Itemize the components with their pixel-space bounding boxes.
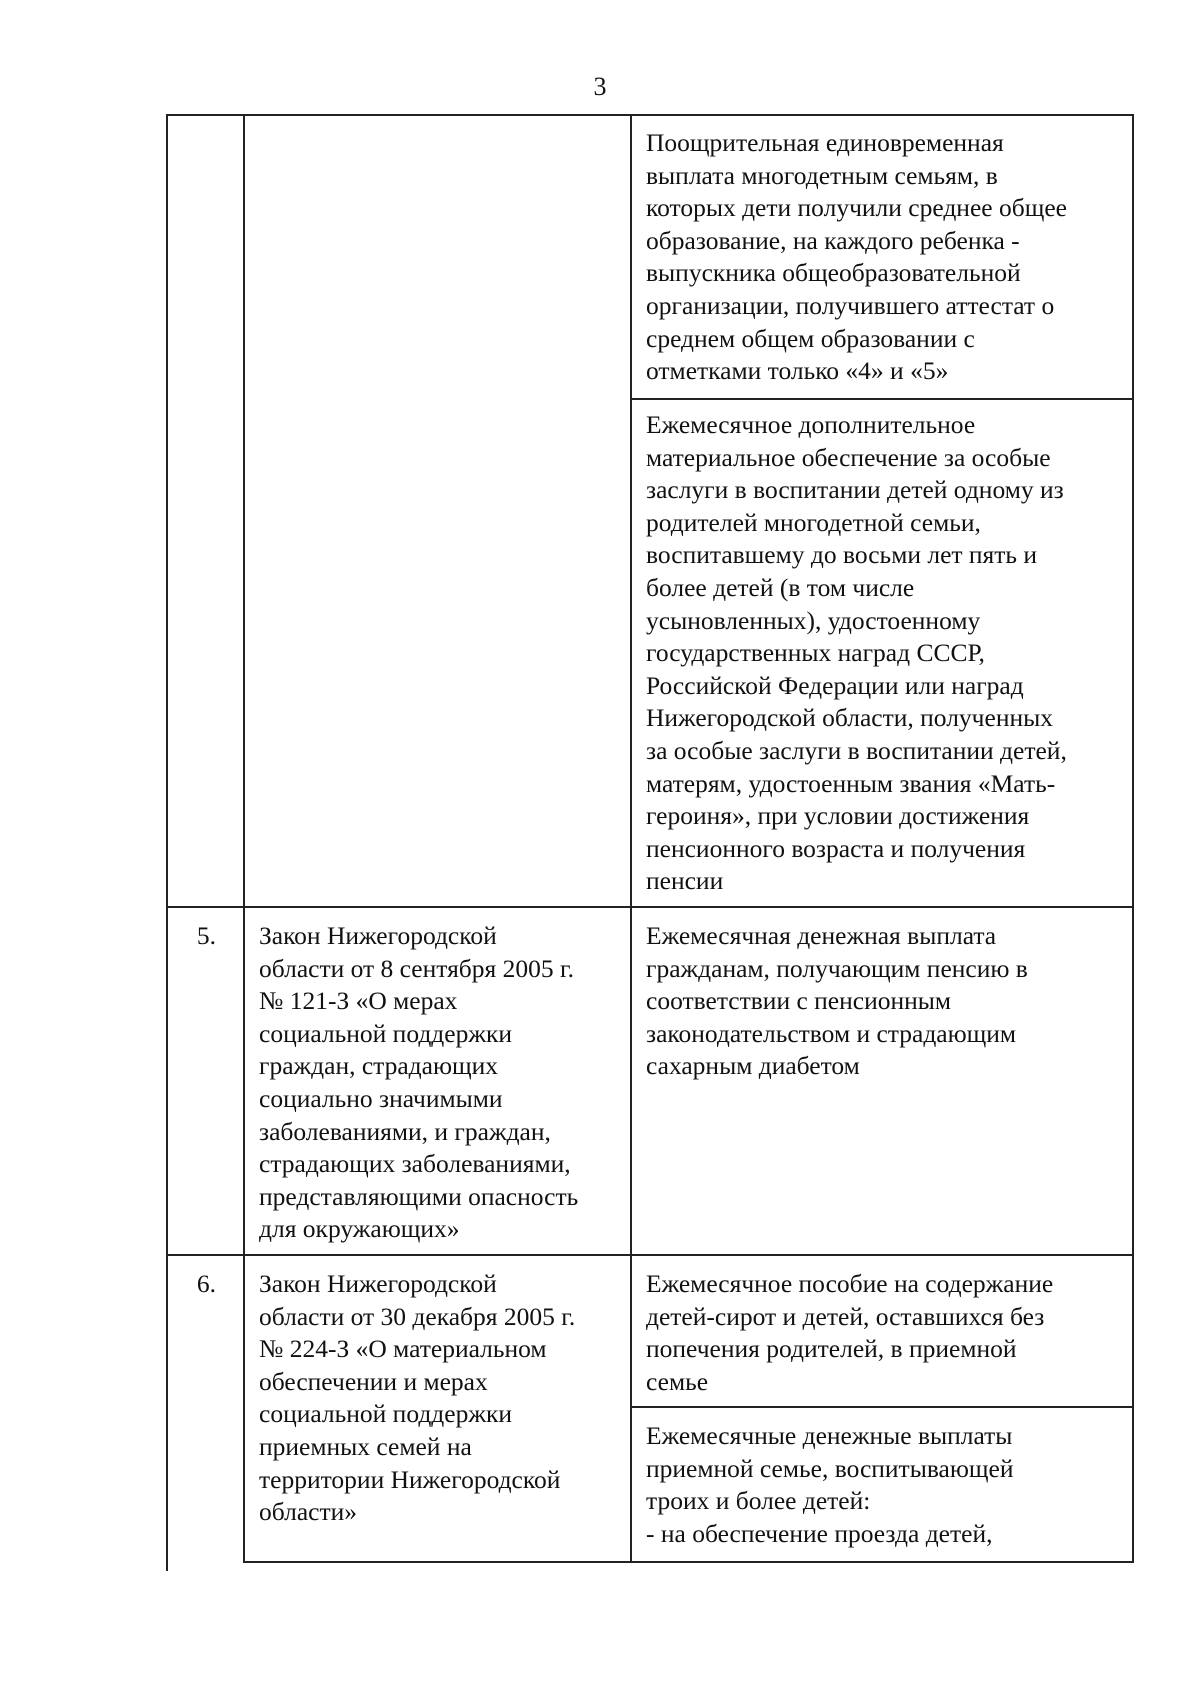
row-divider-measure bbox=[630, 398, 1134, 400]
law-cell: Закон Нижегородской области от 30 декабря 2005 г. № 224-З «О материальном обеспечении и мерах социальной поддержки приемных семей на территории Нижегородской области» bbox=[259, 1269, 576, 1527]
measure-cell: Ежемесячная денежная выплата гражданам, получающим пенсию в соответствии с пенсионным законодательством и страдающим сахарным диабетом bbox=[646, 921, 1028, 1081]
table-border-bottom bbox=[243, 1561, 1134, 1563]
table-border-col2 bbox=[630, 114, 632, 1563]
row-divider-measure-6 bbox=[630, 1406, 1134, 1408]
table-border-right bbox=[1132, 114, 1134, 1563]
row-number: 5. bbox=[196, 921, 216, 950]
row-number: 6. bbox=[196, 1269, 216, 1298]
row-divider-6 bbox=[166, 1254, 1134, 1256]
table-border-col1 bbox=[243, 114, 245, 1563]
measure-cell: Ежемесячное дополнительное материальное обеспечение за особые заслуги в воспитании детей одному из родителей многодетной семьи, воспитавшему до восьми лет пять и более детей (в том числе усыновленных), удостоенному государственных наград СССР, Российской Федерации или наград Нижегородской области, полученных за особые заслуги в воспитании детей, матерям, удостоенным звания «Мать- героиня», при условии достижения пенсионного возраста и получения пенсии bbox=[646, 410, 1067, 896]
measure-cell: Поощрительная единовременная выплата многодетным семьям, в которых дети получили среднее общее образование, на каждого ребенка - выпускника общеобразовательной организации, получившего аттестат о среднем общем образовании с отметками только «4» и «5» bbox=[646, 128, 1067, 386]
law-cell: Закон Нижегородской области от 8 сентября 2005 г. № 121-З «О мерах социальной поддержки граждан, страдающих социально значимыми заболеваниями, и граждан, страдающих заболеваниями, представляющими опасность для окружающих» bbox=[259, 921, 579, 1244]
row-divider-5 bbox=[166, 906, 1134, 908]
page-number: 3 bbox=[593, 72, 607, 101]
measure-cell: Ежемесячное пособие на содержание детей-сирот и детей, оставшихся без попечения родителей, в приемной семье bbox=[646, 1269, 1054, 1396]
table-border-top bbox=[166, 114, 1134, 116]
table-border-left bbox=[166, 114, 168, 1571]
measure-cell: Ежемесячные денежные выплаты приемной семье, воспитывающей троих и более детей: - на обеспечение проезда детей, bbox=[646, 1421, 1014, 1548]
